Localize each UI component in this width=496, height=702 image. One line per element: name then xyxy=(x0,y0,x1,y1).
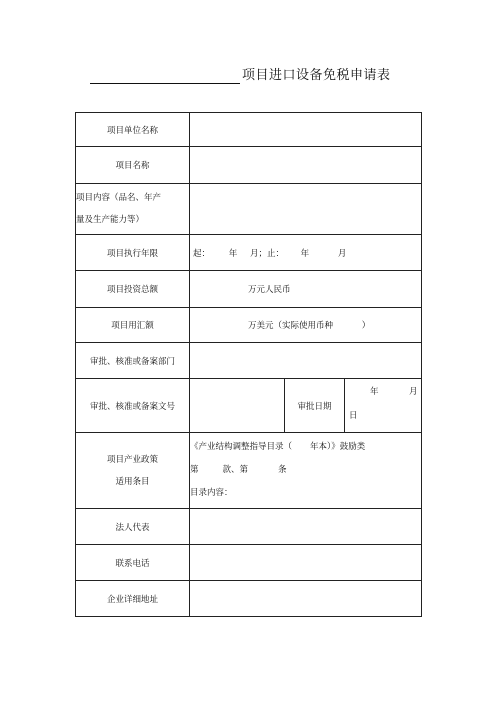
document-number-label: 审批、核准或备案文号 xyxy=(76,379,190,433)
date-month: 月 xyxy=(409,387,418,397)
title-blank-line xyxy=(90,69,240,84)
investment-field[interactable] xyxy=(190,271,422,308)
unit-name-field[interactable] xyxy=(190,113,422,147)
legal-rep-field[interactable] xyxy=(190,509,422,545)
period-month1: 月；止： xyxy=(249,248,284,259)
forex-field[interactable] xyxy=(190,308,422,343)
title-row xyxy=(90,64,391,84)
page-title: 项目进口设备免税申请表 xyxy=(242,68,391,83)
document-number-cell xyxy=(190,379,422,433)
row-investment xyxy=(76,271,422,308)
approval-date-label: 审批日期 xyxy=(285,379,345,432)
date-day: 日 xyxy=(349,411,358,421)
row-department xyxy=(76,343,422,379)
forex-unit: 万美元（实际使用币种 xyxy=(248,321,334,331)
policy-line3: 目录内容： xyxy=(190,488,233,498)
project-name-field[interactable] xyxy=(190,147,422,184)
policy-label-line2: 适用条目 xyxy=(115,476,150,487)
row-address xyxy=(76,581,422,617)
period-month2: 月 xyxy=(337,248,347,259)
policy-line2-c: 条 xyxy=(278,465,287,475)
row-project-name xyxy=(76,147,422,184)
forex-close: ） xyxy=(361,321,371,331)
policy-line1-a: 《产业结构调整指导目录（ xyxy=(190,442,293,452)
department-label: 审批、核准或备案部门 xyxy=(76,343,190,379)
legal-rep-label: 法人代表 xyxy=(76,509,190,545)
row-policy xyxy=(76,433,422,509)
row-period xyxy=(76,235,422,271)
document-number-field[interactable] xyxy=(190,379,285,432)
row-document-number xyxy=(76,379,422,433)
row-unit-name xyxy=(76,113,422,147)
period-start: 起： xyxy=(193,248,211,259)
row-legal-rep xyxy=(76,509,422,545)
phone-label: 联系电话 xyxy=(76,545,190,581)
policy-line2-a: 第 xyxy=(190,465,199,475)
project-name-label: 项目名称 xyxy=(76,147,190,184)
department-field[interactable] xyxy=(190,343,422,379)
application-form-table xyxy=(75,112,422,617)
policy-label-line1: 项目产业政策 xyxy=(106,454,158,465)
investment-unit: 万元人民币 xyxy=(248,285,291,295)
policy-field[interactable] xyxy=(190,433,422,509)
period-label: 项目执行年限 xyxy=(76,235,190,271)
policy-line1-b: 年本）》鼓励类 xyxy=(310,442,366,452)
policy-line1 xyxy=(190,436,421,459)
policy-label xyxy=(76,433,190,509)
period-field[interactable] xyxy=(190,235,422,271)
content-label-line2: 量及生产能力等） xyxy=(76,215,145,225)
project-content-label xyxy=(76,184,190,235)
approval-date-field[interactable] xyxy=(345,379,421,432)
period-year1: 年 xyxy=(228,248,238,259)
investment-label: 项目投资总额 xyxy=(76,271,190,308)
forex-label: 项目用汇额 xyxy=(76,308,190,343)
date-year: 年 xyxy=(370,387,379,397)
policy-line2 xyxy=(190,459,421,482)
unit-name-label: 项目单位名称 xyxy=(76,113,190,147)
row-project-content xyxy=(76,184,422,235)
content-label-line1: 项目内容（品名、年产 xyxy=(76,193,162,203)
address-field[interactable] xyxy=(190,581,422,617)
row-phone xyxy=(76,545,422,581)
project-content-field[interactable] xyxy=(190,184,422,235)
period-year2: 年 xyxy=(300,248,310,259)
policy-line2-b: 款、第 xyxy=(222,465,249,475)
phone-field[interactable] xyxy=(190,545,422,581)
row-forex xyxy=(76,308,422,343)
address-label: 企业详细地址 xyxy=(76,581,190,617)
